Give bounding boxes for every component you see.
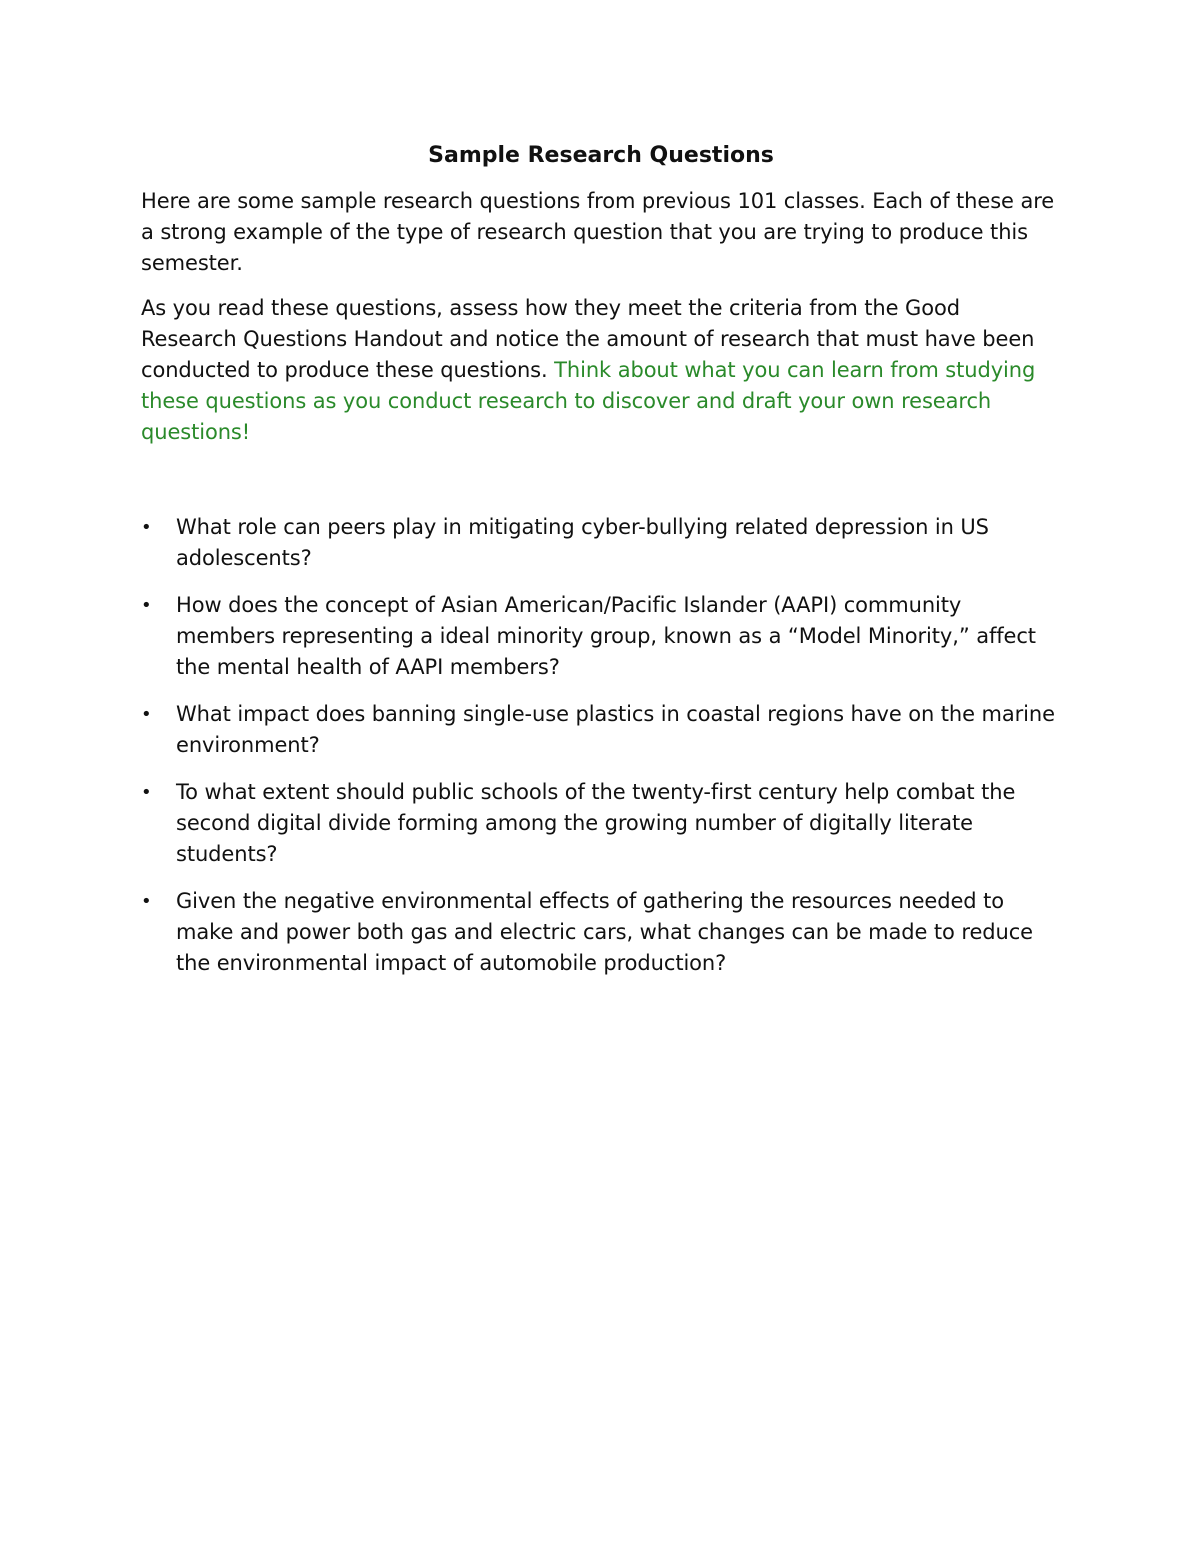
intro-paragraph: Here are some sample research questions from previous 101 classes. Each of these are a strong example of the type of research question that you are trying to produce this semester. xyxy=(141,189,1055,275)
list-item xyxy=(141,699,1061,761)
list-item xyxy=(141,886,1061,979)
bullet-icon: • xyxy=(141,891,152,912)
research-question-text: Given the negative environmental effects of gathering the resources needed to make and power both gas and electric cars, what changes can be made to reduce the environmental impact of automobile production? xyxy=(176,889,1033,975)
research-question-text: How does the concept of Asian American/Pacific Islander (AAPI) community members representing a ideal minority group, known as a “Model Minority,” affect the mental health of AAPI members? xyxy=(176,593,1036,679)
bullet-icon: • xyxy=(141,517,152,538)
document-content xyxy=(141,140,1061,995)
research-question-text: To what extent should public schools of the twenty-first century help combat the second digital divide forming among the growing number of digitally literate students? xyxy=(176,780,1016,866)
instructions-text: As you read these questions, assess how they meet the criteria from the Good Research Questions Handout and notice the amount of research that must have been conducted to produce these questions. xyxy=(141,296,1035,382)
bullet-icon: • xyxy=(141,782,152,803)
instructions-paragraph xyxy=(141,293,1061,448)
bullet-icon: • xyxy=(141,595,152,616)
highlighted-instructions-text: Think about what you can learn from studying these questions as you conduct research to discover and draft your own research questions! xyxy=(141,358,1036,444)
research-question-text: What role can peers play in mitigating cyber-bullying related depression in US adolescents? xyxy=(176,515,989,570)
list-item xyxy=(141,777,1061,870)
list-item xyxy=(141,590,1061,683)
research-question-text: What impact does banning single-use plastics in coastal regions have on the marine environment? xyxy=(176,702,1055,757)
document-title: Sample Research Questions xyxy=(428,143,774,168)
bullet-icon: • xyxy=(141,704,152,725)
list-item xyxy=(141,512,1061,574)
research-questions-list xyxy=(141,512,1061,979)
